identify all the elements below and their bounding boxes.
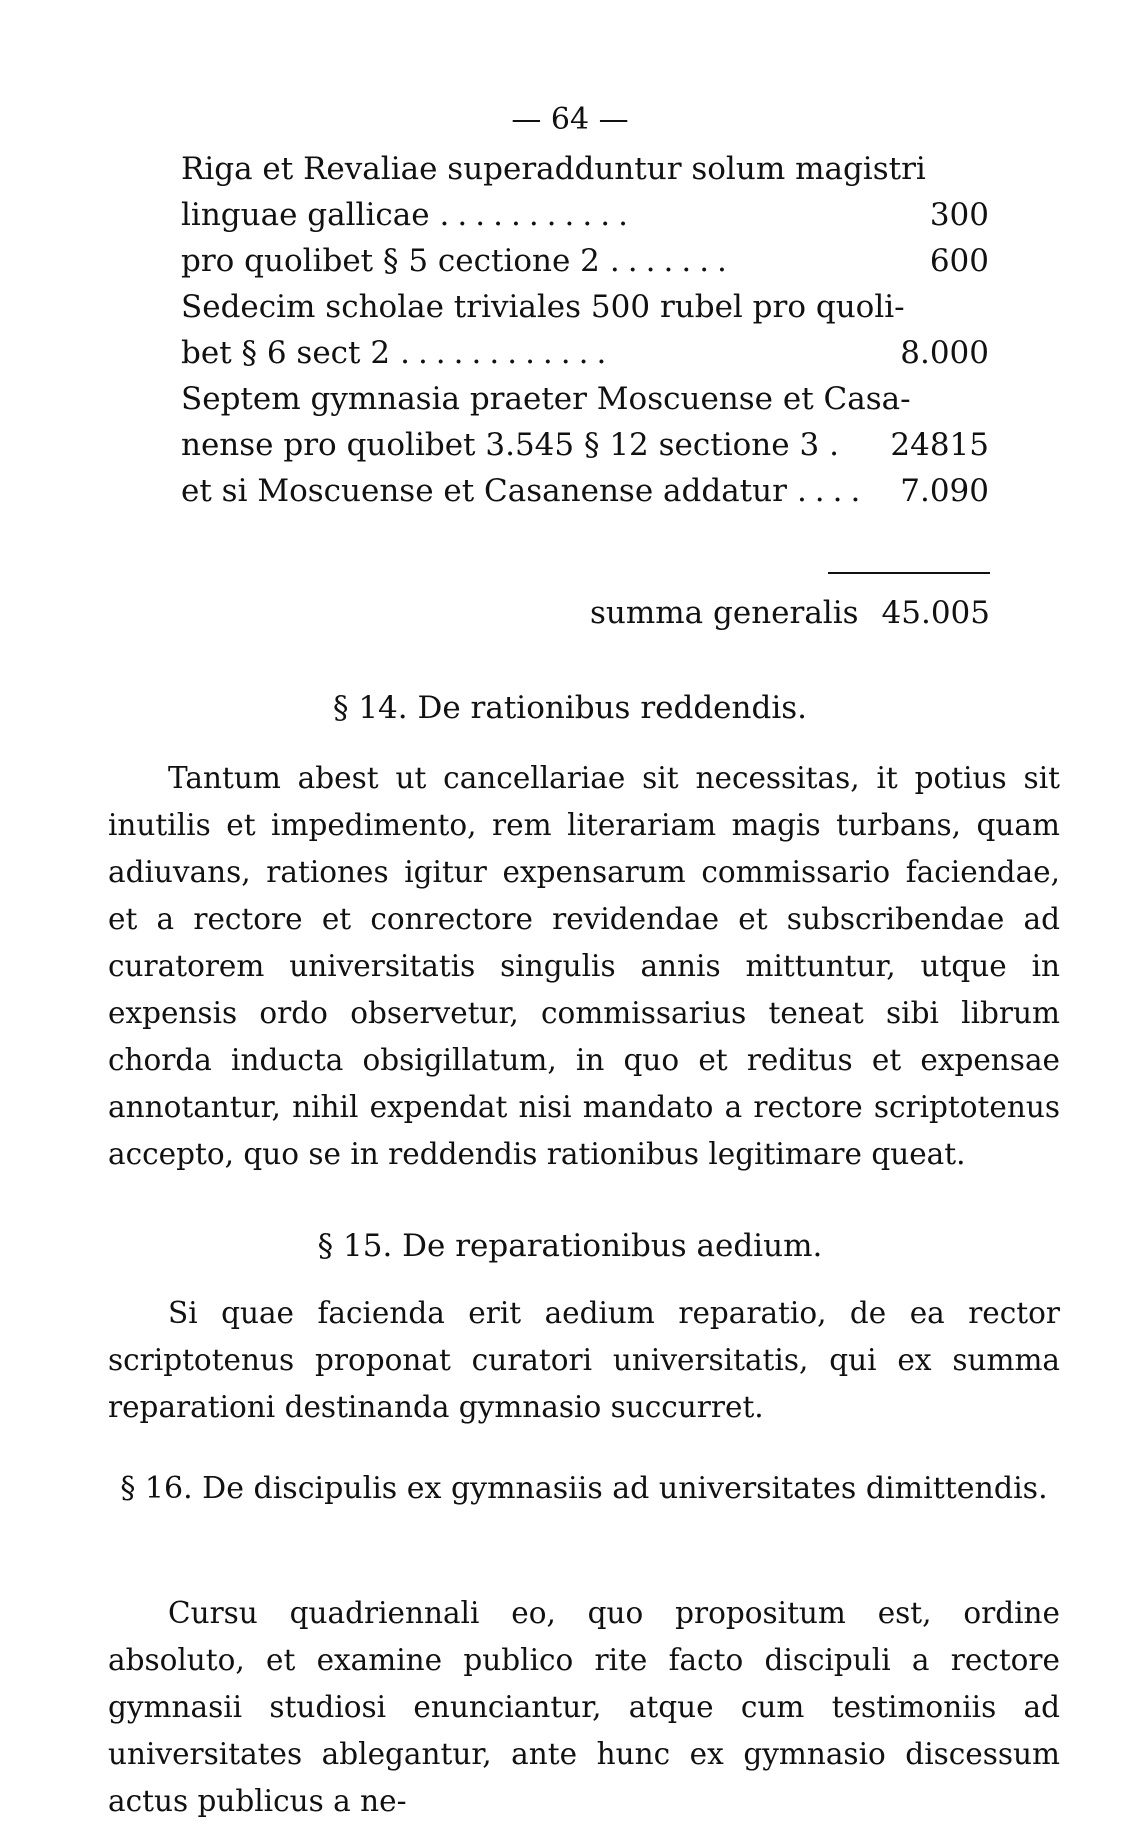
ledger-row <box>181 468 989 514</box>
total-amount: 45.005 <box>881 595 990 631</box>
ledger-amount: 600 <box>929 243 989 279</box>
ledger-amount: 8.000 <box>900 335 989 371</box>
sum-rule <box>828 572 990 574</box>
ledger-row <box>181 330 989 376</box>
ledger-row <box>181 422 989 468</box>
ledger-amount: 300 <box>929 197 989 233</box>
ledger-row <box>181 376 989 422</box>
leader-dots: .... <box>796 473 869 509</box>
ledger-label: bet § 6 sect 2 <box>181 335 391 371</box>
section-text-14: Tantum abest ut cancellariae sit necessitas, it potius sit inutilis et impedimento, rem literariam magis turbans, quam adiuvans, rationes igitur expensarum commissario faciendae, et a rectore et conrectore revidendae et subscribendae ad curatorem universitatis singulis annis mittuntur, utque in expensis ordo observetur, commissarius teneat sibi librum chorda inducta obsigillatum, in quo et reditus et expensae annotantur, nihil expendat nisi mandato a rectore scriptotenus accepto, quo se in reddendis rationibus legitimare queat. <box>108 761 1060 1171</box>
section-text-15: Si quae facienda erit aedium reparatio, de ea rector scriptotenus proponat curatori universitatis, qui ex summa reparationi destinanda gymnasio succurret. <box>108 1296 1060 1424</box>
ledger-label: Sedecim scholae triviales 500 rubel pro quoli- <box>181 289 905 325</box>
section-heading-16: § 16. De discipulis ex gymnasiis ad universitates dimittendis. <box>120 1471 1048 1506</box>
ledger-row <box>181 238 989 284</box>
leader-dots: ........... <box>439 197 636 233</box>
ledger-label: et si Moscuense et Casanense addatur <box>181 473 787 509</box>
summa-generalis <box>590 590 990 636</box>
ledger-label: Riga et Revaliae superadduntur solum magistri <box>181 151 926 187</box>
section-heading-15: § 15. De reparationibus aedium. <box>317 1228 823 1264</box>
ledger-amount: 24815 <box>890 427 989 463</box>
total-label: summa generalis <box>590 595 859 631</box>
ledger-row <box>181 284 989 330</box>
ledger-label: nense pro quolibet 3.545 § 12 sectione 3 <box>181 427 820 463</box>
ledger-row <box>181 146 989 192</box>
leader-dots: ............ <box>400 335 615 371</box>
leader-dots: . <box>829 427 848 463</box>
ledger-label: linguae gallicae <box>181 197 430 233</box>
section-text-16: Cursu quadriennali eo, quo propositum est, ordine absoluto, et examine publico rite facto discipuli a rectore gymnasii studiosi enunciantur, atque cum testimoniis ad universitates ablegantur, ante hunc ex gymnasio discessum actus publicus a ne- <box>108 1596 1060 1818</box>
ledger-amount: 7.090 <box>900 473 989 509</box>
ledger-label: Septem gymnasia praeter Moscuense et Casa- <box>181 381 911 417</box>
leader-dots: ....... <box>609 243 735 279</box>
section-heading-14: § 14. De rationibus reddendis. <box>332 690 808 726</box>
ledger-row <box>181 192 989 238</box>
ledger-label: pro quolibet § 5 cectione 2 <box>181 243 600 279</box>
page-number: — 64 — <box>511 102 629 137</box>
